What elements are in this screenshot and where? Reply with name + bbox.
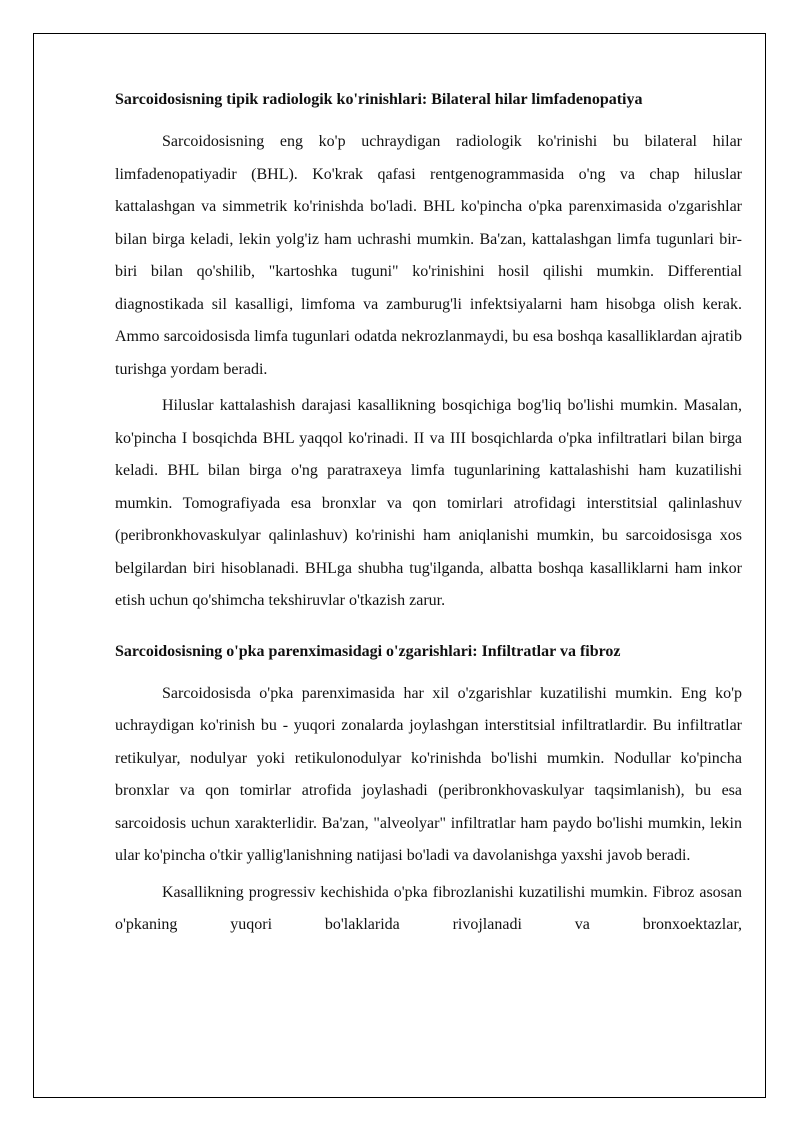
paragraph: Sarcoidosisning eng ko'p uchraydigan radiologik ko'rinishi bu bilateral hilar limfadenopatiyadir (BHL). Ko'krak qafasi rentgenogrammasida o'ng va chap hiluslar kattalashgan va simmetrik ko'rinishda bo'ladi. BHL ko'pincha o'pka parenximasida o'zgarishlar bilan birga keladi, lekin yolg'iz ham uchrashi mumkin. Ba'zan, kattalashgan limfa tugunlari bir-biri bilan qo'shilib, "kartoshka tuguni" ko'rinishini hosil qilishi mumkin. Differential diagnostikada sil kasalligi, limfoma va zamburug'li infektsiyalarni ham hisobga olish kerak. Ammo sarcoidosisda limfa tugunlari odatda nekrozlanmaydi, bu esa boshqa kasalliklardan ajratib turishga yordam beradi. [115,133,742,378]
paragraph: Sarcoidosisda o'pka parenximasida har xil o'zgarishlar kuzatilishi mumkin. Eng ko'p uchraydigan ko'rinish bu - yuqori zonalarda joylashgan interstitsial infiltratlardir. Bu infiltratlar retikulyar, nodulyar yoki retikulonodulyar ko'rinishda bo'lishi mumkin. Nodullar ko'pincha bronxlar va qon tomirlar atrofida joylashadi (peribronkhovaskulyar taqsimlanish), bu esa sarcoidosis uchun xarakterlidir. Ba'zan, "alveolyar" infiltratlar ham paydo bo'lishi mumkin, lekin ular ko'pincha o'tkir yallig'lanishning natijasi bo'ladi va davolanishga yaxshi javob beradi. [115,684,742,864]
paragraph: Kasallikning progressiv kechishida o'pka fibrozlanishi kuzatilishi mumkin. Fibroz asosan o'pkaning yuqori bo'laklarida rivojlanadi va bronxoektazlar, [115,883,742,933]
document-body [115,84,742,946]
paragraph: Hiluslar kattalashish darajasi kasallikning bosqichiga bog'liq bo'lishi mumkin. Masalan, ko'pincha I bosqichda BHL yaqqol ko'rinadi. II va III bosqichlarda o'pka infiltratlari bilan birga keladi. BHL bilan birga o'ng paratraxeya limfa tugunlarining kattalashishi ham kuzatilishi mumkin. Tomografiyada esa bronxlar va qon tomirlari atrofidagi interstitsial qalinlashuv (peribronkhovaskulyar qalinlashuv) ko'rinishi ham aniqlanishi mumkin, bu sarcoidosisga xos belgilardan biri hisoblanadi. BHLga shubha tug'ilganda, albatta boshqa kasalliklarni ham inkor etish uchun qo'shimcha tekshiruvlar o'tkazish zarur. [115,397,742,609]
section-spacer [115,622,742,636]
section-heading-bhl: Sarcoidosisning tipik radiologik ko'rinishlari: Bilateral hilar limfadenopatiya [115,91,643,108]
section-heading-parenchyma: Sarcoidosisning o'pka parenximasidagi o'zgarishlari: Infiltratlar va fibroz [115,642,621,660]
